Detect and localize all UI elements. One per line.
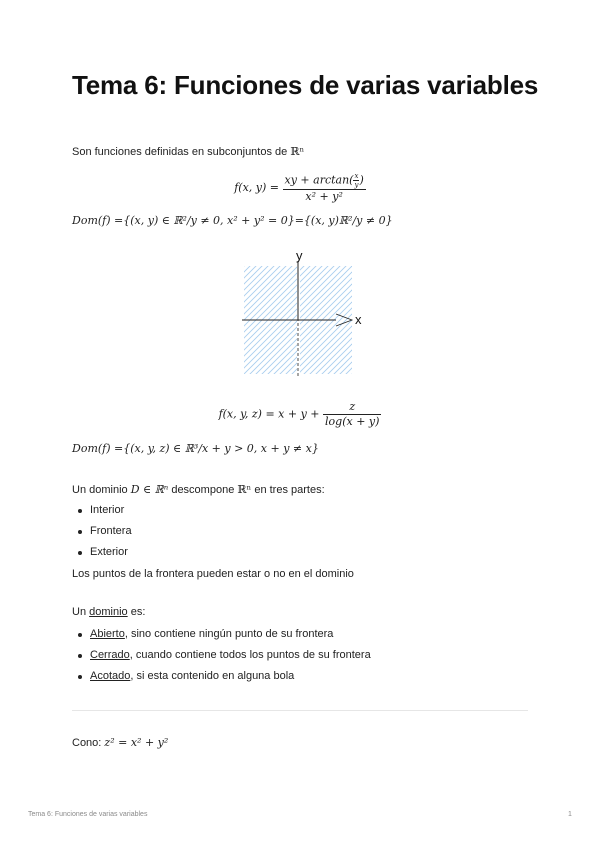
footer-title: Tema 6: Funciones de varias variables bbox=[28, 811, 148, 818]
y-axis-label: y bbox=[296, 248, 303, 263]
formula-1 bbox=[0, 172, 600, 204]
abierto-desc: , sino contiene ningún punto de su frontera bbox=[124, 628, 334, 640]
hatch-line bbox=[360, 263, 376, 378]
cono-math: z² = x² + y² bbox=[104, 736, 169, 749]
frontera-note: Los puntos de la frontera pueden estar o no en el dominio bbox=[72, 568, 354, 580]
hatch-line bbox=[360, 263, 376, 378]
formula-1-denominator: x² + y² bbox=[305, 190, 343, 203]
cerrado-link[interactable]: Cerrado bbox=[90, 649, 130, 661]
list-item bbox=[72, 648, 371, 669]
dominio-text-a: Un dominio bbox=[72, 484, 131, 496]
types-list bbox=[72, 627, 371, 690]
list-item bbox=[72, 627, 371, 648]
hatch-line bbox=[348, 263, 376, 378]
inner-fraction-num: x bbox=[354, 172, 359, 180]
hatch-line bbox=[330, 263, 376, 378]
acotado-link[interactable]: Acotado bbox=[90, 670, 131, 682]
domain-graph bbox=[236, 248, 376, 380]
acotado-desc: , si esta contenido en alguna bola bbox=[130, 670, 295, 682]
list-item bbox=[72, 669, 371, 690]
hatch-line bbox=[366, 263, 376, 378]
formula-1-fraction bbox=[283, 172, 366, 204]
cerrado-desc: , cuando contiene todos los puntos de su frontera bbox=[129, 649, 371, 661]
formula-1-lhs: f(x, y) = bbox=[234, 181, 283, 194]
formula-2-denominator: log(x + y) bbox=[325, 415, 380, 428]
formula-2-numerator: z bbox=[323, 400, 381, 415]
hatch-line bbox=[366, 263, 376, 378]
domain-1: Dom(f) ={(x, y) ∈ ℝ²/y ≠ 0, x² + y² = 0}={(x, y)ℝ²/y ≠ 0} bbox=[72, 214, 393, 227]
dominio-link[interactable]: dominio bbox=[89, 606, 128, 618]
hatch-line bbox=[236, 263, 241, 378]
list-item: Exterior bbox=[72, 545, 132, 566]
intro-paragraph bbox=[72, 145, 304, 158]
formula-2-fraction bbox=[323, 400, 381, 429]
dominio-es-a: Un bbox=[72, 606, 90, 618]
dominio-text-b: descompone bbox=[168, 484, 238, 496]
hatch-line bbox=[372, 263, 376, 378]
formula-2-lhs: f(x, y, z) = x + y + bbox=[218, 407, 324, 421]
dominio-es-paragraph bbox=[72, 606, 145, 618]
cono-paragraph bbox=[72, 736, 168, 749]
page-title: Tema 6: Funciones de varias variables bbox=[72, 70, 539, 100]
list-item: Interior bbox=[72, 503, 132, 524]
formula-1-numerator bbox=[283, 172, 366, 190]
divider bbox=[72, 710, 528, 711]
cono-label: Cono: bbox=[72, 737, 105, 749]
abierto-link[interactable]: Abierto bbox=[90, 628, 125, 640]
domain-2: Dom(f) ={(x, y, z) ∈ ℝ³/x + y > 0, x + y ≠ x} bbox=[72, 442, 319, 455]
dominio-paragraph bbox=[72, 483, 325, 496]
x-axis-label: x bbox=[355, 312, 362, 327]
dominio-text-c: en tres partes: bbox=[251, 484, 325, 496]
hatch-line bbox=[330, 263, 376, 378]
hatch-line bbox=[372, 263, 376, 378]
dominio-es-b: es: bbox=[127, 606, 146, 618]
dominio-math-a: D ∈ ℝⁿ bbox=[130, 483, 169, 496]
footer-page-number: 1 bbox=[568, 811, 572, 818]
dominio-math-b: ℝⁿ bbox=[237, 483, 252, 496]
parts-list bbox=[72, 503, 132, 566]
hatch-line bbox=[348, 263, 376, 378]
formula-2 bbox=[0, 400, 600, 429]
formula-1-num-a: xy + arctan( bbox=[284, 173, 354, 187]
inner-fraction-den: y bbox=[354, 181, 359, 189]
list-item: Frontera bbox=[72, 524, 132, 545]
intro-text: Son funciones definidas en subconjuntos de bbox=[72, 146, 291, 158]
formula-1-num-b: ) bbox=[359, 173, 364, 187]
intro-math: ℝⁿ bbox=[290, 145, 305, 158]
hatch-line bbox=[236, 263, 241, 378]
